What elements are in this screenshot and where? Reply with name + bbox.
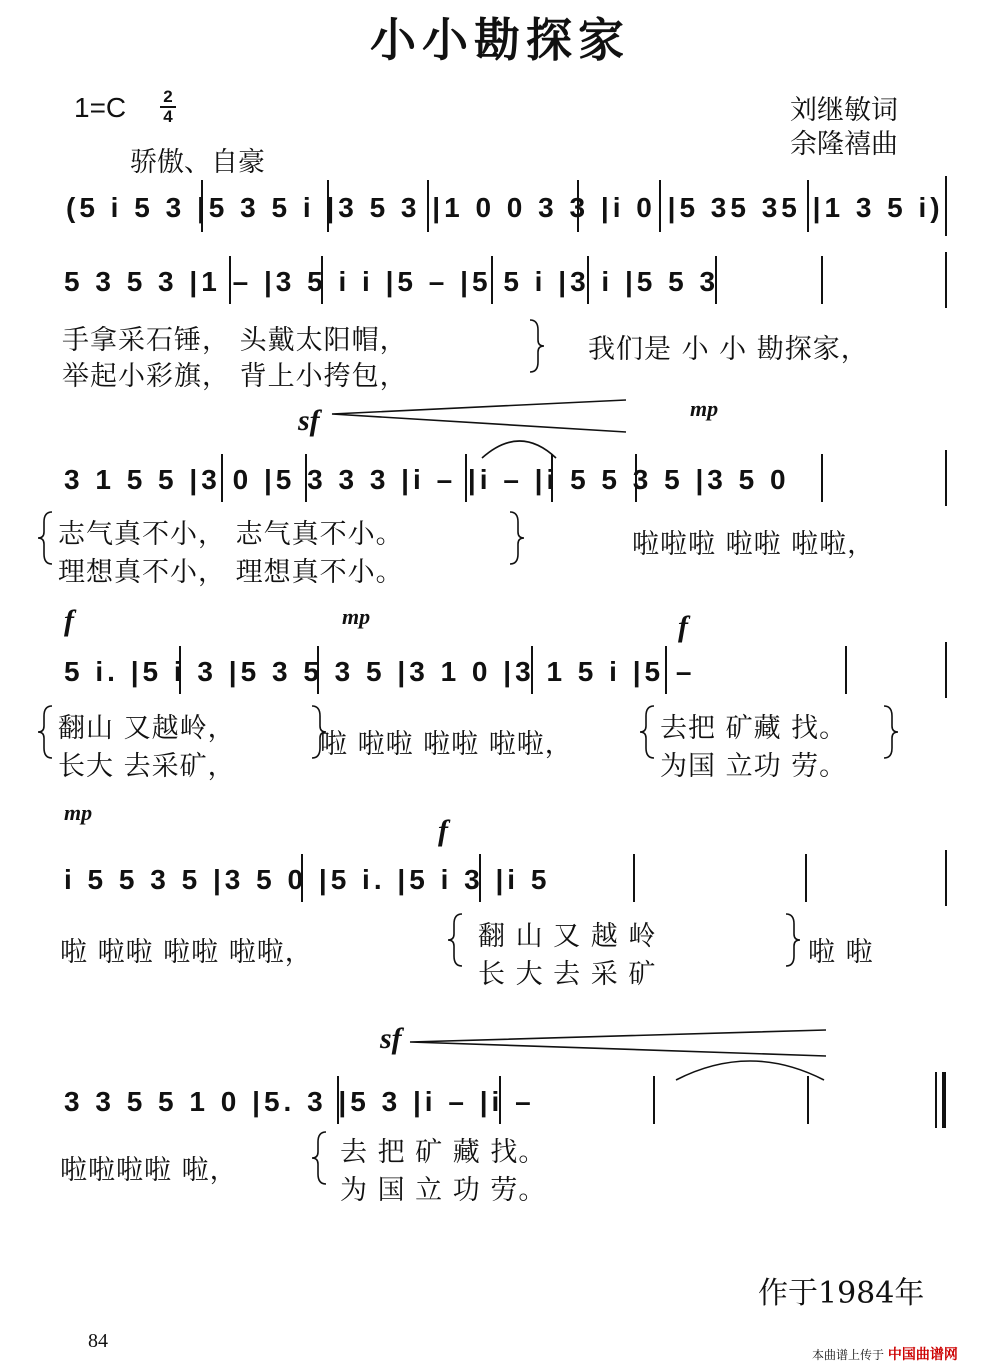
lyrics-row-5-line-1: 翻 山 又 越 岭 xyxy=(478,921,657,952)
lyrics-row-5-line-2: 长 大 去 采 矿 xyxy=(478,959,657,990)
time-signature: 2 4 xyxy=(158,88,178,126)
lyrics-row-2-right: 我们是 小 小 勘探家， xyxy=(588,334,869,365)
dynamic-sf-2: sf xyxy=(380,1022,402,1055)
notes-row-4: 5 i. |5 i 3 |5 3 5 3 5 |3 1 0 |3 1 5 i |5 – xyxy=(64,656,696,687)
lyricist-credit: 刘继敏词 xyxy=(790,95,898,126)
lyrics-row-5-left: 啦 啦啦 啦啦 啦啦， xyxy=(60,937,313,968)
dynamic-f-1: f xyxy=(64,604,74,637)
lyrics-row-4-mid: 啦 啦啦 啦啦 啦啦， xyxy=(320,729,573,760)
lyrics-row-2-line-1: 手拿采石锤， 头戴太阳帽， xyxy=(62,325,408,356)
notes-row-1: (5 i 5 3 |5 3 5 i |3 5 3 |1 0 0 3 3 |i 0 |5 35 35 |1 3 5 i) xyxy=(66,192,944,223)
notes-row-3: 3 1 5 5 |3 0 |5 3 3 3 |i – |i – |i 5 5 3 5 |3 5 0 xyxy=(64,464,790,495)
dynamic-f-2: f xyxy=(678,610,688,643)
dynamic-mp-2: mp xyxy=(342,604,371,629)
lyrics-row-4-line-2: 长大 去采矿， xyxy=(58,751,236,782)
notes-row-6: 3 3 5 5 1 0 |5. 3 |5 3 |i – |i – xyxy=(64,1086,535,1117)
watermark: 本曲谱上传于 中国曲谱网 xyxy=(812,1347,958,1363)
key-signature: 1=C xyxy=(74,92,127,123)
lyrics-row-3-line-1: 志气真不小， 志气真不小。 xyxy=(58,519,404,550)
lyrics-row-4-right-line-1: 去把 矿藏 找。 xyxy=(660,713,848,744)
lyrics-row-3-right: 啦啦啦 啦啦 啦啦， xyxy=(632,529,876,560)
dynamic-mp-1: mp xyxy=(690,396,719,421)
tempo-marking: 骄傲、自豪 xyxy=(130,147,265,178)
notes-row-2: 5 3 5 3 |1 – |3 5 i i |5 – |5 5 i |3 i |5 5 3 xyxy=(64,266,720,297)
composer-credit: 余隆禧曲 xyxy=(790,129,898,160)
page-number: 84 xyxy=(88,1330,108,1352)
lyrics-row-6-line-2: 为 国 立 功 劳。 xyxy=(340,1175,547,1206)
lyrics-row-4-line-1: 翻山 又越岭， xyxy=(58,713,236,744)
lyrics-row-2-line-2: 举起小彩旗， 背上小挎包， xyxy=(62,361,408,392)
page-title: 小小勘探家 xyxy=(370,13,630,67)
lyrics-row-5-right: 啦 啦 xyxy=(808,937,874,968)
dynamic-mp-3: mp xyxy=(64,800,93,825)
notes-row-5: i 5 5 3 5 |3 5 0 |5 i. |5 i 3 |i 5 xyxy=(64,864,551,895)
lyrics-row-3-line-2: 理想真不小， 理想真不小。 xyxy=(58,557,404,588)
composition-date: 作于1984年 xyxy=(758,1276,925,1311)
lyrics-row-4-right-line-2: 为国 立功 劳。 xyxy=(660,751,848,782)
lyrics-row-6-line-1: 去 把 矿 藏 找。 xyxy=(340,1137,547,1168)
lyrics-row-6-left: 啦啦啦啦 啦， xyxy=(60,1155,238,1186)
dynamic-sf-1: sf xyxy=(298,404,320,437)
dynamic-f-3: f xyxy=(438,814,448,847)
